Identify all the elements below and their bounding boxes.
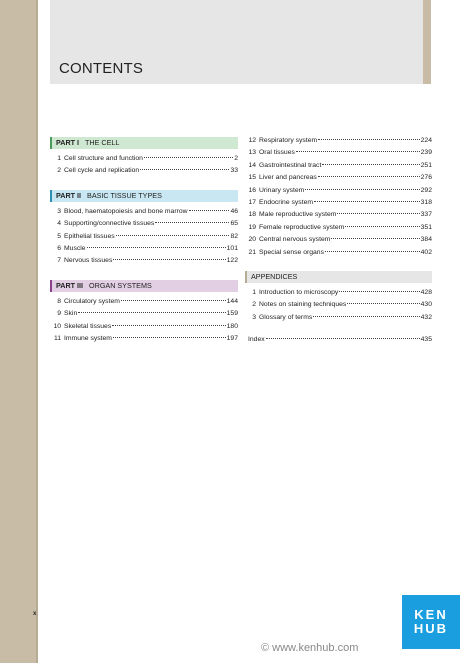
spacer — [245, 326, 432, 336]
chapter-number: 21 — [248, 248, 256, 256]
dot-leader — [116, 235, 230, 236]
page-ref: 101 — [226, 244, 238, 252]
chapter-title: Oral tissues — [259, 149, 295, 157]
page-ref: 402 — [420, 248, 432, 256]
page-ref: 197 — [226, 334, 238, 342]
page-number: x — [33, 611, 37, 617]
chapter-number: 11 — [53, 334, 61, 342]
dot-leader — [345, 226, 419, 227]
toc-entry[interactable] — [50, 220, 238, 232]
chapter-number: 4 — [57, 220, 61, 228]
chapter-number: 12 — [248, 137, 256, 144]
page-ref: 276 — [420, 174, 432, 182]
chapter-title: Respiratory system — [259, 137, 318, 144]
chapter-title: Circulatory system — [64, 297, 120, 305]
chapter-title: Blood, haematopoiesis and bone marrow — [64, 207, 188, 215]
chapter-number: 15 — [248, 174, 256, 182]
dot-leader — [144, 157, 233, 158]
footer-url: © www.kenhub.com — [261, 642, 359, 654]
part-label: THE CELL — [85, 138, 120, 147]
toc-entry[interactable] — [50, 335, 238, 347]
chapter-title: Supporting/connective tissues — [64, 220, 155, 228]
chapter-title: Skeletal tissues — [64, 322, 112, 330]
chapter-number: 19 — [248, 223, 256, 231]
toc-entry[interactable] — [50, 298, 238, 310]
part-number: PART I — [56, 138, 80, 147]
chapter-number: 16 — [248, 186, 256, 194]
page-ref: 239 — [420, 149, 432, 157]
dot-leader — [331, 238, 419, 239]
toc-entry[interactable] — [245, 149, 432, 161]
chapter-title: Special sense organs — [259, 248, 324, 256]
chapter-title: Epithelial tissues — [64, 232, 115, 240]
page-ref: 384 — [420, 236, 432, 244]
chapter-number: 1 — [252, 288, 256, 296]
spacer — [245, 261, 432, 271]
chapter-number: 8 — [57, 297, 61, 305]
spacer — [50, 270, 238, 280]
chapter-title: Cell cycle and replication — [64, 167, 140, 175]
chapter-title: Male reproductive system — [259, 211, 337, 219]
chapter-title: Central nervous system — [259, 236, 331, 244]
chapter-number: 7 — [57, 257, 61, 265]
page-ref: 159 — [226, 310, 238, 318]
page-ref: 46 — [230, 207, 238, 215]
toc-entry[interactable] — [245, 236, 432, 248]
chapter-number: 3 — [252, 313, 256, 321]
toc-right-column — [245, 137, 432, 348]
dot-leader — [78, 312, 225, 313]
chapter-title: Nervous tissues — [64, 257, 113, 265]
dot-leader — [339, 291, 419, 292]
part-number: PART III — [56, 280, 84, 290]
dot-leader — [337, 213, 419, 214]
part-heading — [50, 280, 238, 292]
dot-leader — [155, 222, 229, 223]
chapter-number: 20 — [248, 236, 256, 244]
toc-left-column — [50, 137, 238, 347]
toc-entry[interactable] — [50, 310, 238, 322]
page-ref: 251 — [420, 161, 432, 169]
spacer — [50, 180, 238, 190]
page-ref: 33 — [230, 167, 238, 175]
chapter-title: Muscle — [64, 244, 86, 252]
dot-leader — [322, 164, 419, 165]
toc-entry[interactable] — [245, 301, 432, 313]
chapter-number: 3 — [57, 207, 61, 215]
chapter-title: Immune system — [64, 334, 112, 342]
dot-leader — [305, 189, 419, 190]
page-ref: 122 — [226, 257, 238, 265]
page-ref: 82 — [230, 232, 238, 240]
chapter-number: 10 — [53, 322, 61, 330]
dot-leader — [112, 325, 225, 326]
page-ref: 65 — [230, 220, 238, 228]
dot-leader — [313, 316, 419, 317]
chapter-number: 9 — [57, 310, 61, 318]
dot-leader — [325, 251, 420, 252]
page-ref: 432 — [420, 313, 432, 321]
toc-entry[interactable] — [50, 257, 238, 269]
dot-leader — [318, 176, 420, 177]
logo-line-1: KEN — [414, 607, 448, 622]
page-ref: 351 — [420, 223, 432, 231]
part-number: PART II — [56, 190, 82, 200]
chapter-number: 5 — [57, 232, 61, 240]
chapter-title: Cell structure and function — [64, 155, 143, 162]
part-heading — [50, 190, 238, 202]
toc-entry[interactable] — [50, 233, 238, 245]
toc-entry[interactable] — [50, 323, 238, 335]
chapter-number: 2 — [57, 167, 61, 175]
page-ref: 318 — [420, 198, 432, 206]
chapter-number: 13 — [248, 149, 256, 157]
toc-entry[interactable] — [50, 245, 238, 257]
part-heading — [50, 137, 238, 149]
toc-entry[interactable] — [50, 155, 238, 167]
page-ref: 292 — [420, 186, 432, 194]
left-margin-accent — [36, 0, 38, 663]
page-ref: 144 — [226, 297, 238, 305]
toc-entry[interactable] — [245, 336, 432, 348]
chapter-title: Female reproductive system — [259, 223, 345, 231]
toc-entry[interactable] — [50, 167, 238, 179]
chapter-title: Urinary system — [259, 186, 305, 194]
chapter-number: 14 — [248, 161, 256, 169]
dot-leader — [296, 151, 420, 152]
page-ref: 337 — [420, 211, 432, 219]
toc-entry[interactable] — [245, 199, 432, 211]
toc-entry[interactable] — [245, 314, 432, 326]
toc-entry[interactable] — [50, 208, 238, 220]
chapter-title: Endocrine system — [259, 198, 314, 206]
chapter-title: Introduction to microscopy — [259, 288, 339, 296]
toc-entry[interactable] — [245, 137, 432, 149]
page-ref: 430 — [420, 301, 432, 309]
dot-leader — [140, 169, 229, 170]
part-label: BASIC TISSUE TYPES — [87, 190, 162, 200]
chapter-number: 17 — [248, 198, 256, 206]
page-ref: 180 — [226, 322, 238, 330]
left-margin-bar — [0, 0, 36, 663]
chapter-title: Skin — [64, 310, 78, 318]
header-accent-strip — [423, 0, 431, 84]
dot-leader — [266, 338, 420, 339]
part-label: APPENDICES — [251, 271, 298, 281]
toc-entry[interactable] — [245, 289, 432, 301]
dot-leader — [347, 303, 419, 304]
chapter-title: Liver and pancreas — [259, 174, 317, 182]
chapter-title: Notes on staining techniques — [259, 301, 347, 309]
dot-leader — [314, 201, 420, 202]
page-ref: 435 — [420, 336, 432, 344]
part-heading — [245, 271, 432, 283]
chapter-number: 6 — [57, 244, 61, 252]
toc-entry[interactable] — [245, 224, 432, 236]
dot-leader — [87, 247, 226, 248]
page-ref: 2 — [234, 155, 238, 162]
chapter-title: Glossary of terms — [259, 313, 313, 321]
toc-entry[interactable] — [245, 249, 432, 261]
toc-entry[interactable] — [245, 162, 432, 174]
chapter-number: 1 — [57, 155, 61, 162]
dot-leader — [189, 210, 230, 211]
toc-entry[interactable] — [245, 211, 432, 223]
dot-leader — [318, 139, 419, 140]
chapter-title: Gastrointestinal tract — [259, 161, 322, 169]
part-label: ORGAN SYSTEMS — [89, 280, 152, 290]
page-title: CONTENTS — [59, 60, 144, 77]
toc-entry[interactable] — [245, 174, 432, 186]
toc-entry[interactable] — [245, 187, 432, 199]
dot-leader — [121, 300, 226, 301]
kenhub-logo — [402, 595, 460, 649]
logo-line-2: HUB — [413, 621, 449, 636]
page-ref: 224 — [420, 137, 432, 144]
chapter-number: 18 — [248, 211, 256, 219]
chapter-title: Index — [248, 336, 265, 344]
dot-leader — [113, 259, 225, 260]
page-ref: 428 — [420, 288, 432, 296]
chapter-number: 2 — [252, 301, 256, 309]
dot-leader — [113, 337, 226, 338]
